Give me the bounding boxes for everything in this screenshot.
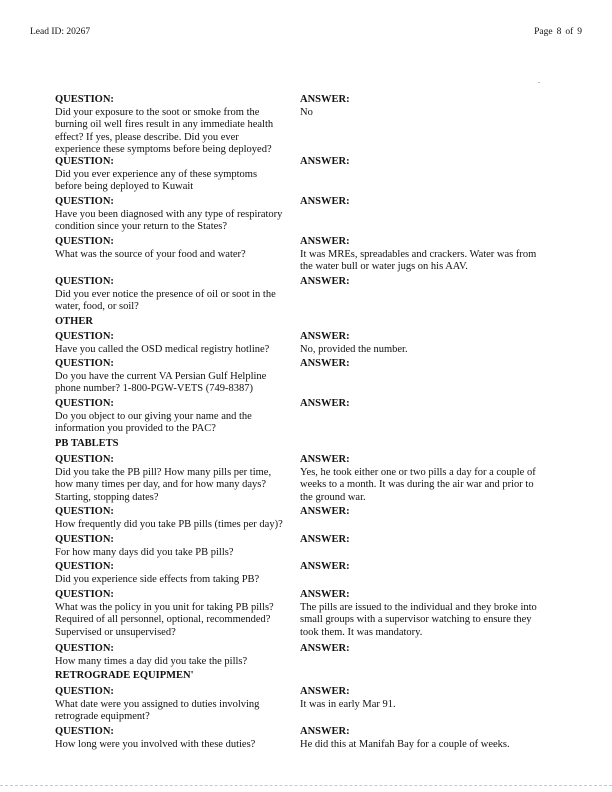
question-block [55, 454, 285, 504]
question-label: QUESTION: [55, 726, 114, 737]
question-text: Do you object to our giving your name and the information you provided to the PAC? [55, 410, 252, 434]
question-label: QUESTION: [55, 561, 114, 572]
answer-label: ANSWER: [300, 236, 350, 247]
question-text: How long were you involved with these duties? [55, 738, 256, 750]
answer-label: ANSWER: [300, 276, 350, 287]
of-word: of [565, 27, 574, 37]
question-label: QUESTION: [55, 398, 114, 409]
section-heading-retrograde: RETROGRADE EQUIPMEN' [55, 670, 194, 681]
question-text: How many times a day did you take the pills? [55, 655, 248, 667]
question-block [55, 534, 285, 559]
scan-mark [538, 82, 540, 83]
question-text: Have you been diagnosed with any type of respiratory condition since your return to the States? [55, 208, 283, 232]
answer-label: ANSWER: [300, 358, 350, 369]
answer-block [300, 589, 540, 639]
answer-label: ANSWER: [300, 506, 350, 517]
question-label: QUESTION: [55, 454, 114, 465]
answer-label: ANSWER: [300, 686, 350, 697]
answer-block [300, 534, 540, 547]
question-block [55, 686, 285, 724]
answer-text: The pills are issued to the individual and they broke into small groups with a supervisor watching to ensure they took them. It was mandatory. [300, 601, 537, 638]
answer-label: ANSWER: [300, 196, 350, 207]
question-label: QUESTION: [55, 589, 114, 600]
answer-block [300, 643, 540, 656]
question-label: QUESTION: [55, 276, 114, 287]
lead-id: Lead ID: 20267 [30, 27, 91, 37]
question-label: QUESTION: [55, 534, 114, 545]
question-label: QUESTION: [55, 236, 114, 247]
answer-text: He did this at Manifah Bay for a couple of weeks. [300, 738, 510, 750]
question-text: How frequently did you take PB pills (times per day)? [55, 518, 283, 530]
question-label: QUESTION: [55, 686, 114, 697]
answer-block [300, 454, 540, 504]
question-label: QUESTION: [55, 94, 114, 105]
question-block [55, 196, 285, 234]
question-label: QUESTION: [55, 506, 114, 517]
answer-label: ANSWER: [300, 94, 350, 105]
answer-block [300, 358, 540, 371]
question-text: Did you take the PB pill? How many pills per time, how many times per day, and for how many days? Starting, stopping dates? [55, 466, 272, 503]
answer-block [300, 726, 540, 751]
question-text: Do you have the current VA Persian Gulf Helpline phone number? 1-800-PGW-VETS (749-8387) [55, 370, 267, 394]
question-block [55, 276, 285, 314]
page-footer-rule [0, 785, 612, 786]
question-block [55, 331, 285, 356]
question-text: Did you ever experience any of these symptoms before being deployed to Kuwait [55, 168, 258, 192]
answer-text: It was MREs, spreadables and crackers. Water was from the water bull or water jugs on his AAV. [300, 248, 537, 272]
question-label: QUESTION: [55, 156, 114, 167]
question-block [55, 726, 285, 751]
answer-label: ANSWER: [300, 454, 350, 465]
question-block [55, 506, 285, 531]
question-label: QUESTION: [55, 358, 114, 369]
answer-block [300, 686, 540, 711]
page-indicator [530, 26, 582, 39]
answer-text: It was in early Mar 91. [300, 698, 396, 710]
section-heading-other: OTHER [55, 316, 93, 327]
answer-block [300, 196, 540, 209]
question-block [55, 589, 285, 639]
question-text: Did your exposure to the soot or smoke from the burning oil well fires result in any immediate health effect? If yes, please describe. Did you ever experience these symptoms before being deployed? [55, 106, 274, 155]
question-block [55, 643, 285, 668]
answer-text: No, provided the number. [300, 343, 408, 355]
page-number: 8 [556, 27, 562, 37]
question-text: What was the policy in you unit for taking PB pills? Required of all personnel, optional, recommended? Supervised or unsupervised? [55, 601, 274, 638]
answer-block [300, 156, 540, 169]
question-text: What date were you assigned to duties involving retrograde equipment? [55, 698, 260, 722]
question-text: Did you ever notice the presence of oil or soot in the water, food, or soil? [55, 288, 276, 312]
page-total: 9 [577, 27, 582, 37]
answer-label: ANSWER: [300, 331, 350, 342]
answer-label: ANSWER: [300, 156, 350, 167]
question-text: What was the source of your food and water? [55, 248, 246, 260]
answer-block [300, 561, 540, 574]
answer-label: ANSWER: [300, 589, 350, 600]
section-heading-pb-tablets: PB TABLETS [55, 438, 119, 449]
answer-block [300, 331, 540, 356]
answer-label: ANSWER: [300, 398, 350, 409]
question-text: Did you experience side effects from taking PB? [55, 573, 260, 585]
question-block [55, 236, 285, 261]
question-block [55, 398, 285, 436]
question-label: QUESTION: [55, 643, 114, 654]
question-text: For how many days did you take PB pills? [55, 546, 234, 558]
question-block [55, 358, 285, 396]
answer-label: ANSWER: [300, 534, 350, 545]
answer-block [300, 236, 540, 274]
question-text: Have you called the OSD medical registry hotline? [55, 343, 270, 355]
question-block [55, 561, 285, 586]
answer-block [300, 276, 540, 289]
page-word: Page [534, 27, 553, 37]
answer-label: ANSWER: [300, 561, 350, 572]
answer-block [300, 398, 540, 411]
answer-text: No [300, 106, 313, 118]
question-block [55, 156, 285, 194]
question-label: QUESTION: [55, 196, 114, 207]
answer-block [300, 94, 540, 119]
answer-text: Yes, he took either one or two pills a day for a couple of weeks to a month. It was during the air war and prior to the ground war. [300, 466, 536, 503]
answer-label: ANSWER: [300, 726, 350, 737]
question-block [55, 94, 285, 157]
question-label: QUESTION: [55, 331, 114, 342]
answer-block [300, 506, 540, 519]
answer-label: ANSWER: [300, 643, 350, 654]
